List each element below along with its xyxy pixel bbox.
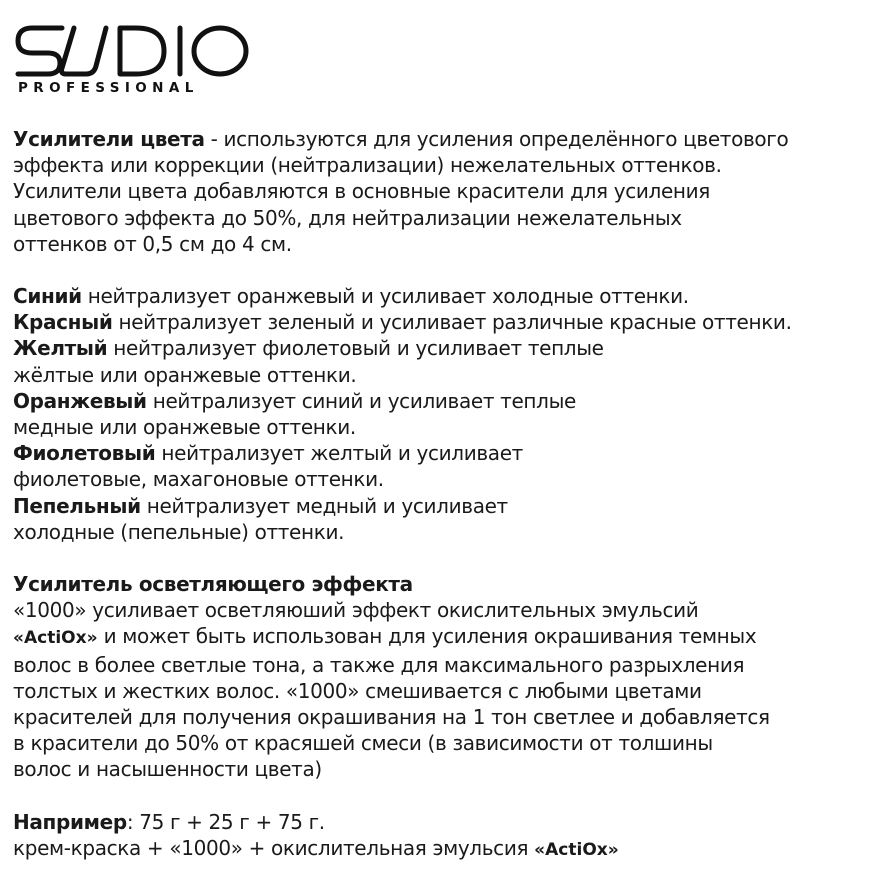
example-recipe: крем-краска + «1000» + окислительная эмульсия «ActiOx»: [13, 835, 619, 860]
color-name: Красный: [13, 310, 113, 335]
intro-line: оттенков от 0,5 см до 4 см.: [13, 231, 292, 256]
intro-line: Усилители цвета - используются для усиления определённого цветового: [13, 127, 789, 151]
brand-actiox: «ActiOx»: [13, 628, 98, 649]
lightening-line: в красители до 50% от красяшей смеси (в зависимости от толшины: [13, 731, 713, 756]
color-name: Оранжевый: [13, 388, 147, 413]
lightening-line: толстых и жестких волос. «1000» смешивается с любыми цветами: [13, 678, 702, 703]
color-item-blue: Синий нейтрализует оранжевый и усиливает холодные оттенки.: [13, 284, 689, 309]
color-name: Фиолетовый: [13, 441, 156, 466]
color-item-yellow-cont: жёлтые или оранжевые оттенки.: [13, 362, 357, 387]
lightening-line: волос в более светлые тона, а также для максимального разрыхления: [13, 652, 745, 677]
color-item-red: Красный нейтрализует зеленый и усиливает различные красные оттенки.: [13, 310, 792, 335]
color-item-orange: Оранжевый нейтрализует синий и усиливает теплые: [13, 388, 576, 413]
color-item-ash: Пепельный нейтрализует медный и усиливает: [13, 493, 508, 518]
intro-section: [13, 126, 863, 257]
lightening-line: «ActiOx» и может быть использован для усиления окрашивания темных: [13, 624, 757, 649]
example-label: Например: [13, 809, 127, 834]
color-name: Желтый: [13, 336, 108, 361]
example-section: [13, 809, 863, 863]
lightening-line: красителей для получения окрашивания на 1 тон светлее и добавляется: [13, 705, 770, 730]
intro-line: Усилители цвета добавляются в основные красители для усиления: [13, 179, 710, 204]
color-item-violet-cont: фиолетовые, махагоновые оттенки.: [13, 467, 384, 492]
intro-title: Усилители цвета: [13, 127, 205, 151]
example-formula: Например: 75 г + 25 г + 75 г.: [13, 809, 325, 834]
intro-line: эффекта или коррекции (нейтрализации) нежелательных оттенков.: [13, 153, 722, 178]
color-name: Синий: [13, 284, 82, 309]
section-title: Усилитель осветляющего эффекта: [13, 572, 413, 597]
studio-wordmark: [14, 18, 254, 80]
lightening-line: «1000» усиливает осветляюший эффект окислительных эмульсий: [13, 598, 699, 623]
color-list: [13, 283, 863, 545]
color-item-violet: Фиолетовый нейтрализует желтый и усиливает: [13, 441, 523, 466]
lightening-line: волос и насышенности цвета): [13, 757, 322, 782]
logo-subtitle: PROFESSIONAL: [18, 80, 199, 96]
color-item-yellow: Желтый нейтрализует фиолетовый и усиливает теплые: [13, 336, 604, 361]
lightening-section: [13, 571, 863, 783]
color-name: Пепельный: [13, 493, 141, 518]
studio-professional-logo: [14, 18, 254, 100]
document-body: [13, 126, 863, 863]
intro-line: цветового эффекта до 50%, для нейтрализации нежелательных: [13, 205, 682, 230]
brand-actiox: «ActiOx»: [534, 839, 619, 860]
color-item-orange-cont: медные или оранжевые оттенки.: [13, 415, 356, 440]
color-item-ash-cont: холодные (пепельные) оттенки.: [13, 519, 345, 544]
